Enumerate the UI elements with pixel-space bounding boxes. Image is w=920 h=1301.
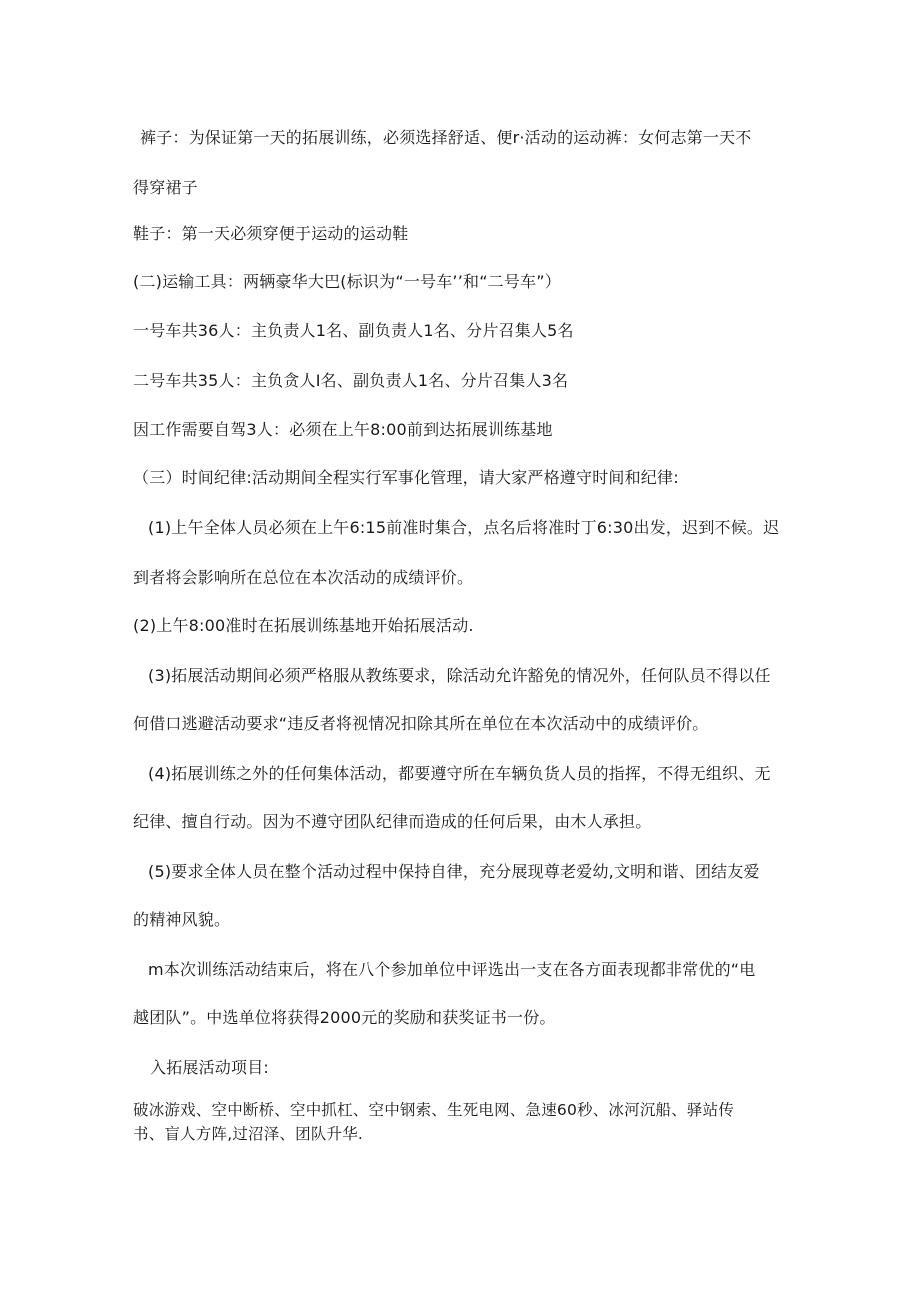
rule-4-line-2: 纪律、擅自行动。因为不遵守团队纪律而造成的任何后果，由木人承担。 bbox=[133, 812, 652, 831]
paragraph-pants-line-2: 得穿裙子 bbox=[133, 178, 198, 197]
bus-two-info: 二号车共35人：主负贪人I名、副负责人1名、分片召集人3名 bbox=[133, 371, 569, 390]
rule-1-line-2: 到者将会影响所在总位在本次活动的成绩评价。 bbox=[133, 568, 474, 587]
activities-list-line-1: 破冰游戏、空中断桥、空中抓杠、空中钢索、生死电网、急速60秒、冰河沉船、驿站传 bbox=[133, 1101, 735, 1119]
activities-list-line-2: 书、盲人方阵,过沼泽、团队升华. bbox=[133, 1125, 364, 1143]
award-line-2: 越团队”。中选单位将获得2000元的奖励和获奖证书一份。 bbox=[133, 1008, 556, 1027]
rule-2: (2)上午8:00准时在拓展训练基地开始拓展活动. bbox=[133, 616, 474, 635]
paragraph-pants-line-1: 裤子：为保证第一天的拓展训练，必须选择舒适、便r·活动的运动裤：女何志第一天不 bbox=[140, 128, 752, 147]
rule-3-line-2: 何借口逃避活动要求“违反者将视情况扣除其所在单位在本次活动中的成绩评价。 bbox=[133, 714, 709, 733]
rule-5-line-1: (5)要求全体人员在整个活动过程中保持自律，充分展现尊老爱幼,文明和谐、团结友爱 bbox=[148, 862, 760, 881]
bus-one-info: 一号车共36人：主负责人1名、副负责人1名、分片召集人5名 bbox=[133, 321, 574, 340]
rule-1-line-1: (1)上午全体人员必须在上午6:15前准时集合，点名后将准时丁6:30出发，迟到不候。迟 bbox=[148, 518, 780, 537]
rule-5-line-2: 的精神风貌。 bbox=[133, 910, 231, 929]
award-line-1: m本次训练活动结束后，将在八个参加单位中评选出一支在各方面表现都非常优的“电 bbox=[148, 960, 756, 979]
activities-heading: 入拓展活动项目: bbox=[150, 1058, 269, 1077]
paragraph-shoes: 鞋子：第一天必须穿便于运动的运动鞋 bbox=[133, 224, 409, 243]
section-discipline-heading: （三）时间纪律:活动期间全程实行军事化管理，请大家严格遵守时间和纪律: bbox=[133, 468, 679, 487]
rule-3-line-1: (3)拓展活动期间必须严格服从教练要求，除活动允许豁免的情况外，任何队员不得以任 bbox=[148, 666, 771, 685]
section-transport-heading: (二)运输工具：两辆豪华大巴(标识为“一号车’’和“二号车”） bbox=[133, 272, 561, 291]
rule-4-line-1: (4)拓展训练之外的任何集体活动，都要遵守所在车辆负货人员的指挥，不得无组织、无 bbox=[148, 764, 771, 783]
self-drive-info: 因工作需要自驾3人：必须在上午8:00前到达拓展训练基地 bbox=[133, 420, 553, 439]
